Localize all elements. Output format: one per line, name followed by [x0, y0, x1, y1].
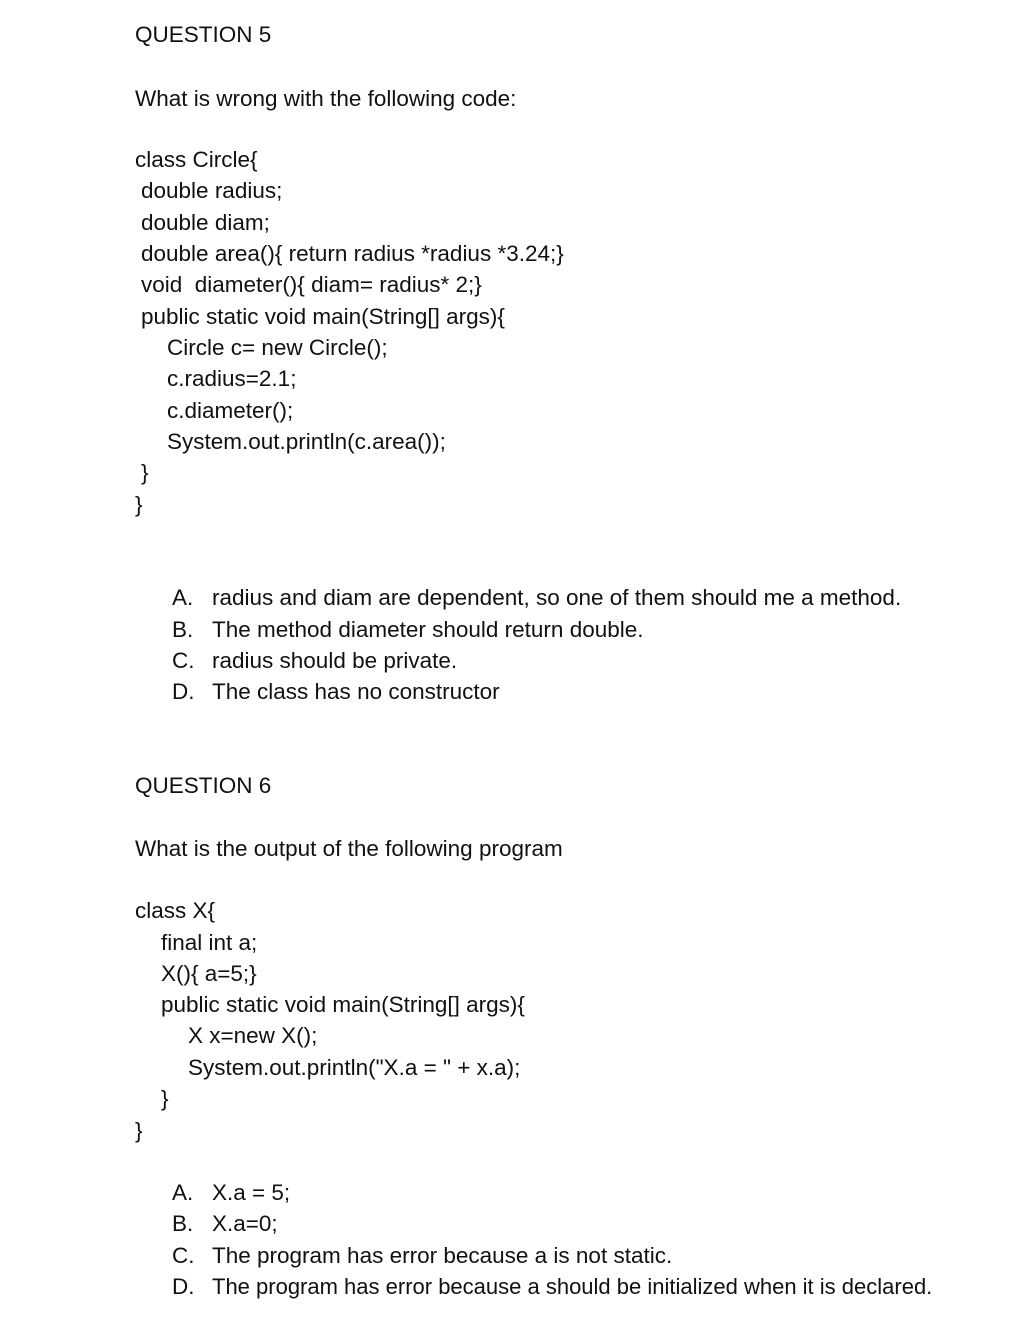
option-text: X.a=0; [212, 1211, 278, 1236]
code-line: class Circle{ [135, 147, 258, 172]
option-letter: C. [172, 648, 195, 673]
code-line: System.out.println(c.area()); [167, 429, 446, 454]
option-text: The program has error because a is not static. [212, 1243, 673, 1268]
code-line: } [161, 1086, 169, 1111]
option-letter: B. [172, 1211, 194, 1236]
option-text: X.a = 5; [212, 1180, 291, 1205]
code-line: public static void main(String[] args){ [161, 992, 525, 1017]
code-line: System.out.println("X.a = " + x.a); [188, 1055, 521, 1080]
code-line: public static void main(String[] args){ [141, 304, 505, 329]
option-text: The program has error because a should be initialized when it is declared. [212, 1274, 933, 1299]
code-line: } [135, 1118, 143, 1143]
option-text: The class has no constructor [212, 679, 500, 704]
option-letter: D. [172, 679, 195, 704]
code-line: } [141, 460, 149, 485]
option-letter: A. [172, 1180, 194, 1205]
question-6-title: QUESTION 6 [135, 773, 272, 798]
code-line: class X{ [135, 898, 216, 923]
code-line: X(){ a=5;} [161, 961, 257, 986]
code-line: c.diameter(); [167, 398, 294, 423]
code-line: double diam; [141, 210, 270, 235]
question-5-prompt: What is wrong with the following code: [135, 86, 517, 111]
code-line: c.radius=2.1; [167, 366, 297, 391]
code-line: double area(){ return radius *radius *3.24;} [141, 241, 564, 266]
code-line: X x=new X(); [188, 1023, 318, 1048]
option-letter: D. [172, 1274, 195, 1299]
option-text: radius should be private. [212, 648, 458, 673]
question-5-title: QUESTION 5 [135, 22, 272, 47]
code-line: Circle c= new Circle(); [167, 335, 388, 360]
code-line: } [135, 492, 143, 517]
code-line: void diameter(){ diam= radius* 2;} [141, 272, 482, 297]
option-letter: A. [172, 585, 194, 610]
option-text: radius and diam are dependent, so one of them should me a method. [212, 585, 902, 610]
code-line: final int a; [161, 930, 258, 955]
question-6-prompt: What is the output of the following program [135, 836, 563, 861]
code-line: double radius; [141, 178, 283, 203]
option-letter: C. [172, 1243, 195, 1268]
option-letter: B. [172, 617, 194, 642]
option-text: The method diameter should return double. [212, 617, 644, 642]
